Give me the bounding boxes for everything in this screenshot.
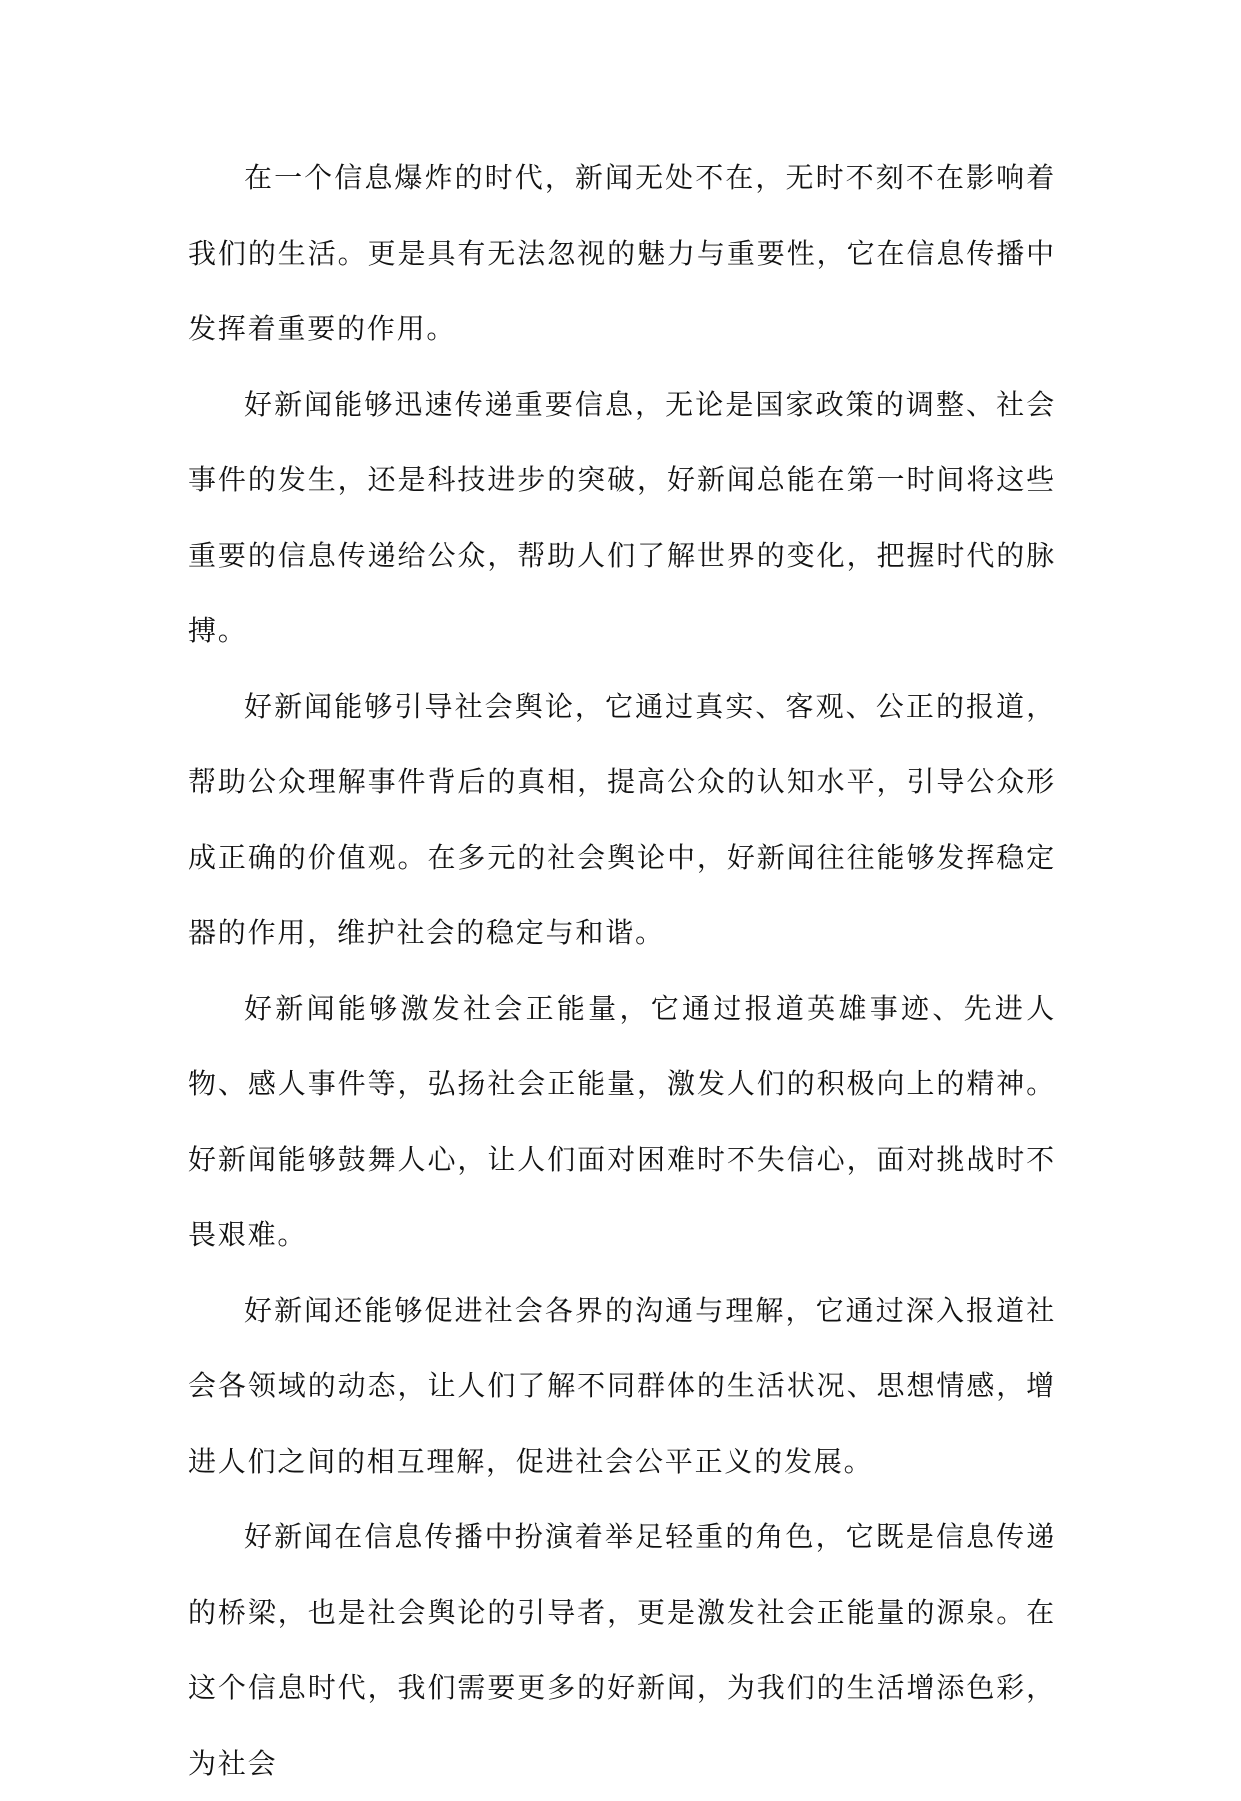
paragraph-1: 在一个信息爆炸的时代，新闻无处不在，无时不刻不在影响着我们的生活。更是具有无法忽视的魅力与重要性，它在信息传播中发挥着重要的作用。: [188, 161, 1056, 345]
paragraph-5: 好新闻还能够促进社会各界的沟通与理解，它通过深入报道社会各领域的动态，让人们了解不同群体的生活状况、思想情感，增进人们之间的相互理解，促进社会公平正义的发展。: [188, 1293, 1056, 1478]
paragraph-6: 好新闻在信息传播中扮演着举足轻重的角色，它既是信息传递的桥梁，也是社会舆论的引导者，更是激发社会正能量的源泉。在这个信息时代，我们需要更多的好新闻，为我们的生活增添色彩，为社会: [188, 1520, 1056, 1780]
paragraph-2: 好新闻能够迅速传递重要信息，无论是国家政策的调整、社会事件的发生，还是科技进步的突破，好新闻总能在第一时间将这些重要的信息传递给公众，帮助人们了解世界的变化，把握时代的脉搏。: [188, 387, 1056, 647]
document-body: [188, 140, 1056, 1801]
paragraph-3: 好新闻能够引导社会舆论，它通过真实、客观、公正的报道，帮助公众理解事件背后的真相，提高公众的认知水平，引导公众形成正确的价值观。在多元的社会舆论中，好新闻往往能够发挥稳定器的作用，维护社会的稳定与和谐。: [188, 689, 1056, 949]
paragraph-4: 好新闻能够激发社会正能量，它通过报道英雄事迹、先进人物、感人事件等，弘扬社会正能量，激发人们的积极向上的精神。好新闻能够鼓舞人心，让人们面对困难时不失信心，面对挑战时不畏艰难。: [188, 991, 1056, 1251]
